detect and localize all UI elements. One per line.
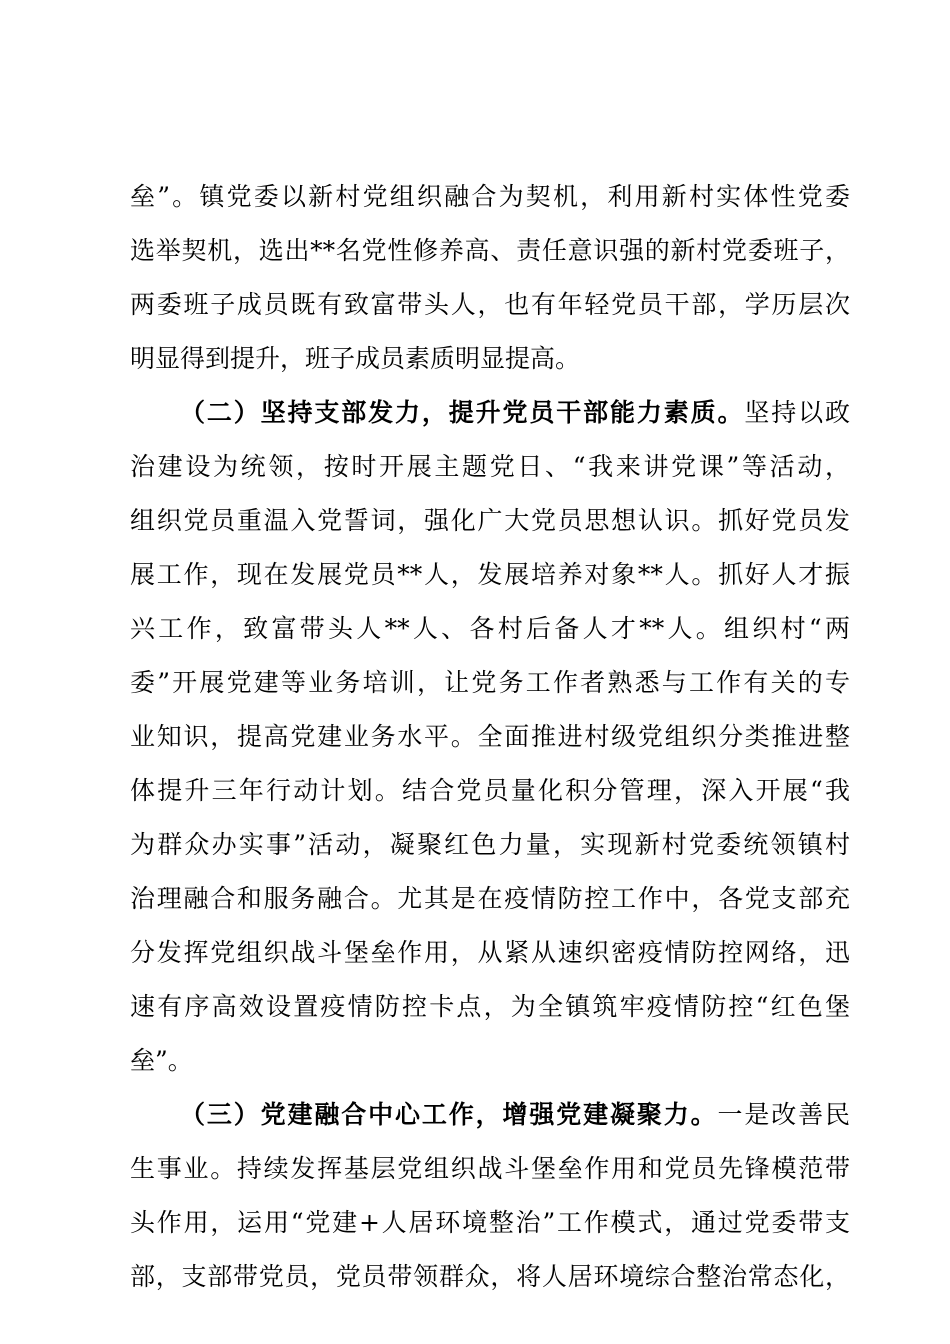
paragraph-2-line-11: 分发挥党组织战斗堡垒作用，从紧从速织密疫情防控网络，迅 <box>130 938 850 967</box>
section-heading-2: （二）坚持支部发力，提升党员干部能力素质。 <box>180 398 745 427</box>
paragraph-2-line-1 <box>180 398 850 428</box>
paragraph-2-line-4: 展工作，现在发展党员**人，发展培养对象**人。抓好人才振 <box>130 560 850 589</box>
paragraph-1-line-3: 两委班子成员既有致富带头人，也有年轻党员干部，学历层次 <box>130 290 850 319</box>
paragraph-1-line-2: 选举契机，选出**名党性修养高、责任意识强的新村党委班子， <box>130 236 850 265</box>
paragraph-2-line-2: 治建设为统领，按时开展主题党日、“我来讲党课”等活动， <box>130 452 850 481</box>
paragraph-2-line-5: 兴工作，致富带头人**人、各村后备人才**人。组织村“两 <box>130 614 850 643</box>
paragraph-1-line-1: 垒”。镇党委以新村党组织融合为契机，利用新村实体性党委 <box>130 182 850 211</box>
paragraph-3-first-rest: 一是改善民 <box>717 1100 850 1129</box>
paragraph-2-line-12: 速有序高效设置疫情防控卡点，为全镇筑牢疫情防控“红色堡 <box>130 992 850 1021</box>
paragraph-3-line-4: 部，支部带党员，党员带领群众，将人居环境综合整治常态化， <box>130 1262 850 1291</box>
paragraph-1-line-4: 明显得到提升，班子成员素质明显提高。 <box>130 344 581 373</box>
paragraph-2-line-7: 业知识，提高党建业务水平。全面推进村级党组织分类推进整 <box>130 722 850 751</box>
paragraph-3-line-1 <box>180 1100 850 1130</box>
paragraph-2-line-13: 垒”。 <box>130 1046 193 1075</box>
section-heading-3: （三）党建融合中心工作，增强党建凝聚力。 <box>180 1100 718 1129</box>
paragraph-2-first-rest: 坚持以政 <box>744 398 850 427</box>
paragraph-2-line-9: 为群众办实事”活动，凝聚红色力量，实现新村党委统领镇村 <box>130 830 850 859</box>
paragraph-2-line-10: 治理融合和服务融合。尤其是在疫情防控工作中，各党支部充 <box>130 884 850 913</box>
paragraph-3-line-2: 生事业。持续发挥基层党组织战斗堡垒作用和党员先锋模范带 <box>130 1154 850 1183</box>
paragraph-2-line-3: 组织党员重温入党誓词，强化广大党员思想认识。抓好党员发 <box>130 506 850 535</box>
paragraph-2-line-6: 委”开展党建等业务培训，让党务工作者熟悉与工作有关的专 <box>130 668 850 697</box>
paragraph-3-line-3: 头作用，运用“党建+人居环境整治”工作模式，通过党委带支 <box>130 1208 850 1237</box>
paragraph-2-line-8: 体提升三年行动计划。结合党员量化积分管理，深入开展“我 <box>130 776 850 805</box>
